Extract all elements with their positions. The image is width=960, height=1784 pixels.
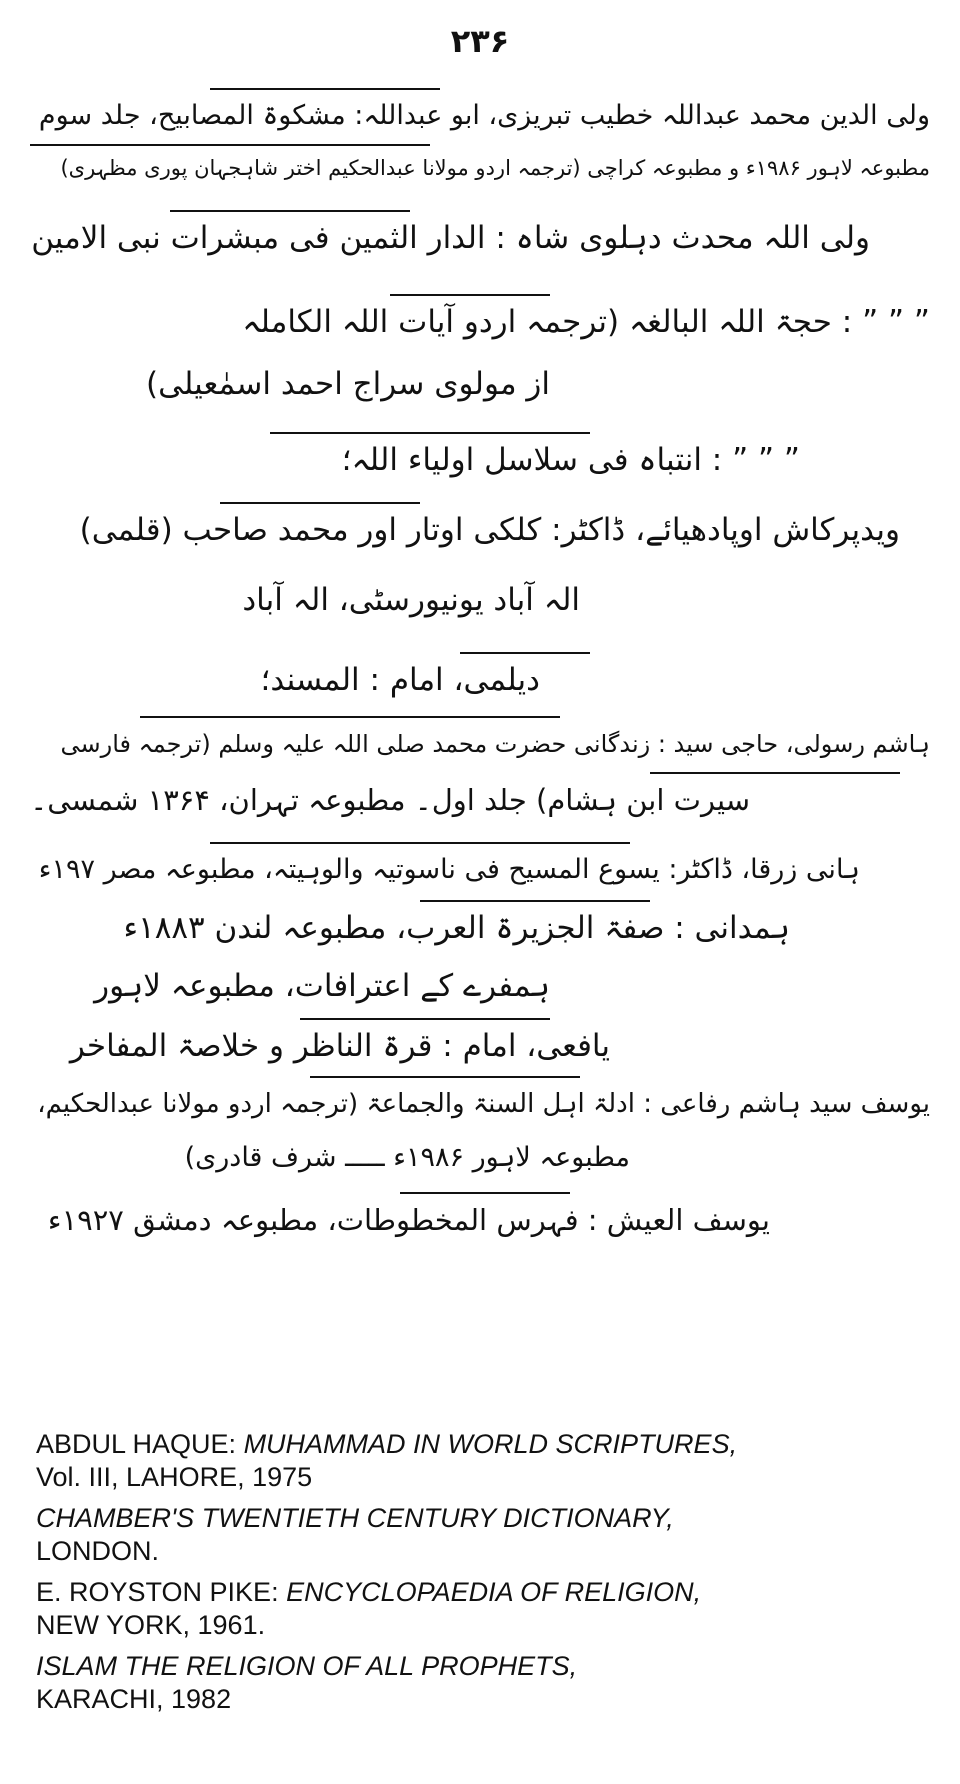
- urdu-ref-line: ویدپرکاش اوپادھیائے، ڈاکٹر: کلکی اوتار اور محمد صاحب (قلمی): [79, 512, 900, 548]
- title-overline: [210, 88, 440, 90]
- urdu-ref-line: ہانی زرقا، ڈاکٹر: یسوع المسیح فی ناسوتیہ والوہیتہ، مطبوعہ مصر ۱۹۷ء: [38, 854, 860, 885]
- title-overline: [140, 716, 560, 718]
- urdu-ref-line: از مولوی سراج احمد اسمٰعیلی): [145, 366, 550, 402]
- urdu-ref-line: ہمدانی : صفۃ الجزیرۃ العرب، مطبوعہ لندن ۱۸۸۳ء: [123, 910, 790, 946]
- urdu-ref-line: یوسف سید ہاشم رفاعی : ادلۃ اہل السنۃ والجماعۃ (ترجمہ اردو مولانا عبدالحکیم،: [37, 1089, 930, 1119]
- title-overline: [400, 1192, 570, 1194]
- ref-publication: KARACHI, 1982: [36, 1684, 232, 1714]
- urdu-ref-line: ہمفرے کے اعترافات، مطبوعہ لاہور: [94, 968, 550, 1004]
- title-overline: [650, 772, 900, 774]
- english-ref: [36, 1650, 916, 1716]
- ref-publication: Vol. III, LAHORE, 1975: [36, 1462, 313, 1492]
- english-ref: [36, 1502, 916, 1568]
- ref-title: CHAMBER'S TWENTIETH CENTURY DICTIONARY,: [36, 1503, 674, 1533]
- ref-author: ABDUL HAQUE:: [36, 1429, 244, 1459]
- urdu-ref-line: ہاشم رسولی، حاجی سید : زندگانی حضرت محمد صلی اللہ علیہ وسلم (ترجمہ فارسی: [60, 730, 930, 758]
- title-overline: [420, 900, 650, 902]
- english-ref: [36, 1576, 916, 1642]
- urdu-ref-line: یوسف العیش : فہرس المخطوطات، مطبوعہ دمشق ۱۹۲۷ء: [47, 1203, 770, 1237]
- urdu-ref-line: ” ” ” : انتباہ فی سلاسل اولیاء اللہ؛: [341, 442, 800, 478]
- urdu-ref-line: الہ آباد یونیورسٹی، الہ آباد: [242, 582, 580, 618]
- urdu-bibliography: [30, 92, 930, 1392]
- ref-author: E. ROYSTON PIKE:: [36, 1577, 287, 1607]
- title-overline: [210, 842, 630, 844]
- ref-title: ISLAM THE RELIGION OF ALL PROPHETS,: [36, 1651, 578, 1681]
- urdu-ref-line: سیرت ابن ہشام) جلد اول۔ مطبوعہ تہران، ۱۳۶۴ شمسی۔: [30, 783, 750, 817]
- urdu-ref-line: یافعی، امام : قرۃ الناظر و خلاصۃ المفاخر: [69, 1028, 610, 1064]
- ref-publication: NEW YORK, 1961.: [36, 1610, 266, 1640]
- title-overline: [30, 144, 430, 146]
- english-bibliography: [36, 1428, 916, 1724]
- urdu-ref-line: مطبوعہ لاہور ۱۹۸۶ء و مطبوعہ کراچی (ترجمہ اردو مولانا عبدالحکیم اختر شاہجہان پوری مظہری): [60, 156, 930, 180]
- ref-title: MUHAMMAD IN WORLD SCRIPTURES,: [243, 1429, 738, 1459]
- title-overline: [460, 652, 590, 654]
- title-overline: [310, 1076, 580, 1078]
- title-overline: [170, 210, 410, 212]
- urdu-ref-line: ” ” ” : حجۃ اللہ البالغہ (ترجمہ اردو آیات اللہ الکاملہ: [242, 304, 930, 340]
- title-overline: [300, 1018, 550, 1020]
- english-ref: [36, 1428, 916, 1494]
- page-number: ۲۳۶: [450, 22, 510, 60]
- title-overline: [390, 294, 550, 296]
- urdu-ref-line: مطبوعہ لاہور ۱۹۸۶ء ـــــ شرف قادری): [184, 1142, 630, 1173]
- urdu-ref-line: دیلمی، امام : المسند؛: [260, 662, 540, 698]
- ref-publication: LONDON.: [36, 1536, 160, 1566]
- title-overline: [270, 432, 590, 434]
- urdu-ref-line: ولی الدین محمد عبداللہ خطیب تبریزی، ابو عبداللہ: مشکوۃ المصابیح، جلد سوم: [38, 100, 930, 131]
- title-overline: [220, 502, 420, 504]
- ref-title: ENCYCLOPAEDIA OF RELIGION,: [286, 1577, 702, 1607]
- urdu-ref-line: ولی اللہ محدث دہلوی شاہ : الدار الثمین فی مبشرات نبی الامین: [31, 220, 870, 256]
